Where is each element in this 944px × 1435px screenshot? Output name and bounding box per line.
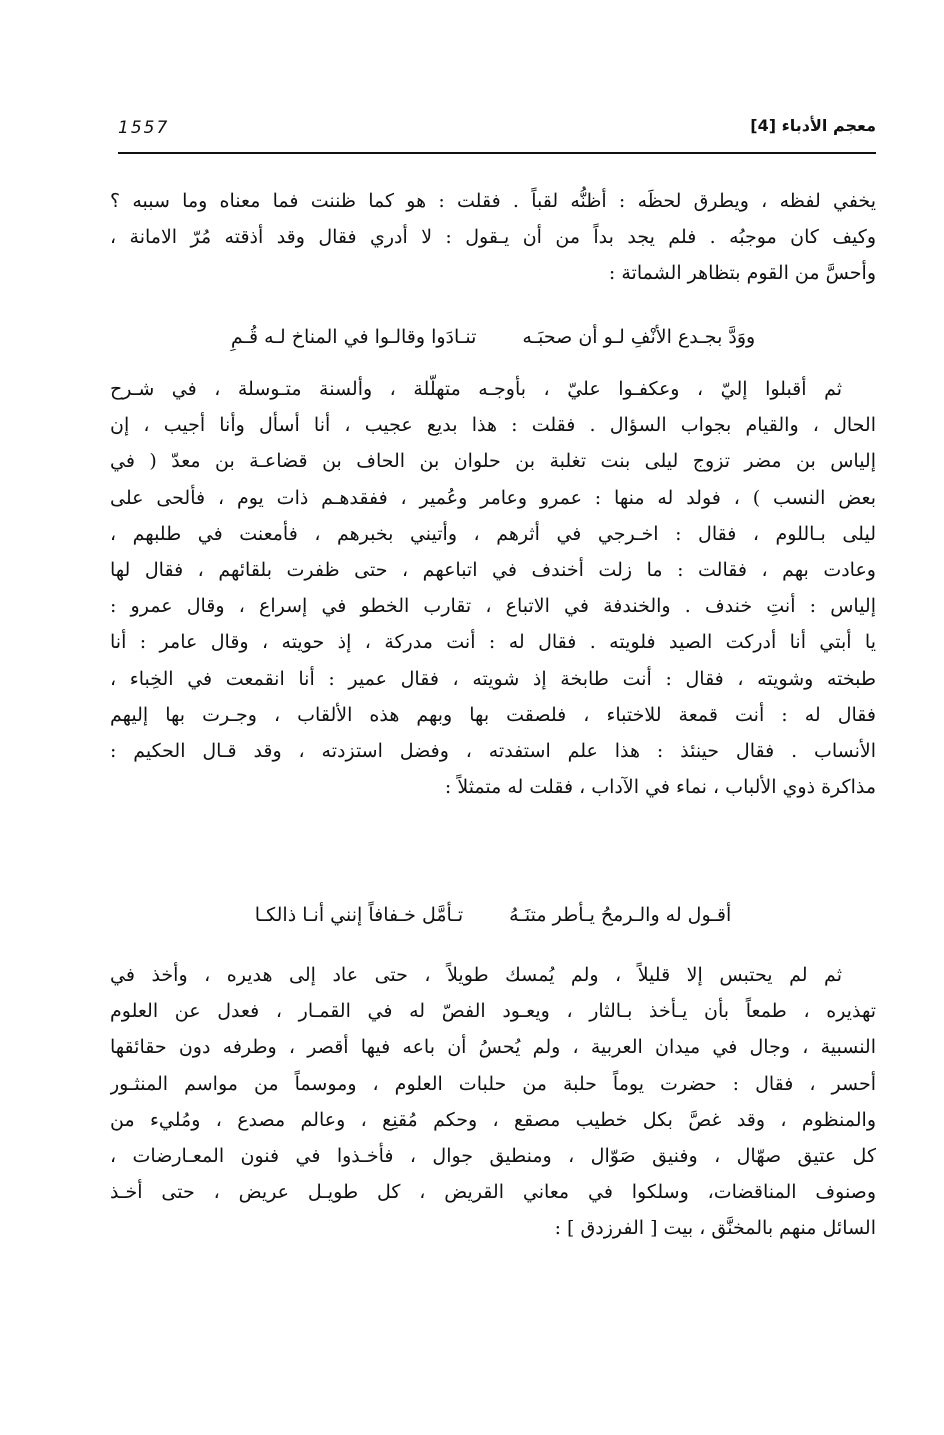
text-line: إلياس : أنتِ خندف . والخندفة في الاتباع ، تقارب الخطو في إسراع ، وقال عمرو : [110, 595, 876, 618]
text-line: يخفي لفظه ، ويطرق لحظَه : أظنُّه لقباً . فقلت : هو كما ظننت فما معناه وما سببه ؟ [110, 190, 876, 212]
verse-1 [110, 312, 876, 362]
text-line: تهذيره ، طمعاً بأن يـأخذ بـالثار ، ويعـود الفصّ له في القمـار ، فعدل عن العلوم [110, 1000, 876, 1023]
verse-hemistich: أقـول له والـرمحُ يـأطر متنَـهُ [509, 904, 732, 926]
paragraph-2 [110, 371, 876, 805]
text-line: فقال له : أنت قمعة للاختباء ، فلصقت بها وبهم هذه الألقاب ، وجـرت بها إليهم [110, 703, 876, 726]
text-line: مذاكرة ذوي الألباب ، نماء في الآداب ، فقلت له متمثلاً : [444, 776, 876, 799]
page-header [118, 112, 876, 148]
verse-2 [110, 890, 876, 940]
page-number: 1557 [118, 118, 170, 138]
paragraph-3 [110, 957, 876, 1247]
paragraph-1 [110, 183, 876, 292]
verse-hemistich: تـأمَّل خـفافاً إنني أنـا ذالكـا [254, 904, 464, 926]
text-line: وأحسَّ من القوم بتظاهر الشماتة : [608, 262, 876, 285]
text-line: كل عتيق صهّال ، وفنيق صَوّال ، ومنطيق جوال ، فأخـذوا في فنون المعـارضات ، [110, 1144, 876, 1167]
text-line: ثم لم يحتبس إلا قليلاً ، ولم يُمسك طويلاً ، حتى عاد إلى هديره ، وأخذ في [110, 964, 842, 986]
text-line: الحال ، والقيام بجواب السؤال . فقلت : هذا بديع عجيب ، أنا أسأل وأنا أجيب ، إن [110, 414, 876, 437]
text-line: الأنساب . فقال حينئذ : هذا علم استفدته ، وفضل استزدته ، وقد قـال الحكيم : [110, 739, 876, 762]
text-line: يا أبتي أنا أدركت الصيد فلويته . فقال له : أنت مدركة ، إذ حويته ، وقال عامر : أنا [110, 631, 876, 654]
verse-hemistich: تنـادَوا وقالـوا في المناخ لـه قُـمِ [230, 326, 477, 348]
text-line: طبخته وشويته ، فقال : أنت طابخة إذ شويته ، فقال عمير : أنا انقمعت في الخِباء ، [110, 667, 876, 690]
text-line: والمنظوم ، وقد غصَّ بكل خطيب مصقع ، وحكم مُقنِع ، وعالم مصدع ، ومُليء من [110, 1108, 876, 1131]
header-rule [118, 152, 876, 154]
text-line: وعادت بهم ، فقالت : ما زلت أخندف في اتباعهم ، حتى ظفرت بلقائهم ، فقال لها [110, 558, 876, 581]
text-line: ثم أقبلوا إليّ ، وعكفـوا عليّ ، بأوجـه متهلّلة ، وألسنة متـوسلة ، في شـرح [110, 378, 842, 400]
text-line: أحسر ، فقال : حضرت يوماً حلبة من حلبات العلوم ، وموسماً من مواسم المنثـور [110, 1072, 876, 1095]
text-line: إلياس بن مضر تزوج ليلى بنت تغلبة بن حلوان بن الحاف بن قضاعـة بن معدّ ( في [110, 450, 876, 473]
text-line: بعض النسب ) ، فولد له منها : عمرو وعامر وعُمير ، ففقدهـم ذات يوم ، فألحى على [110, 486, 876, 509]
running-title: معجم الأدباء [4] [750, 116, 876, 135]
text-line: النسبية ، وجال في ميدان العربية ، ولم يُحسُ أن باعه فيها أقصر ، وطرفه دون حقائقها [110, 1036, 876, 1059]
verse-hemistich: ووَدَّ بجـدع الأنْفِ لـو أن صحبَـه [522, 326, 756, 348]
text-line: السائل منهم بالمخنَّق ، بيت [ الفرزدق ] : [554, 1217, 876, 1240]
text-line: وكيف كان موجبُه . فلم يجد بداً من أن يـقول : لا أدري فقال وقد أذقته مُرّ الامانة ، [110, 226, 876, 249]
text-line: وصنوف المناقضات، وسلكوا في معاني القريض ، كل طويـل عريض ، حتى أخـذ [110, 1181, 876, 1204]
text-line: ليلى بـاللوم ، فقال : اخـرجي في أثرهم ، وأتيني بخبرهم ، فأمعنت في طلبهم ، [110, 522, 876, 545]
